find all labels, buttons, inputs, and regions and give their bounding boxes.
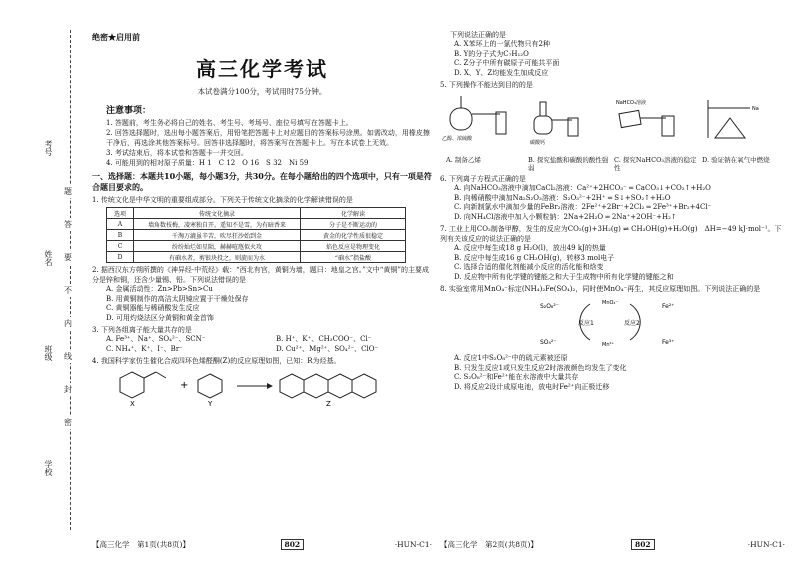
school-label: 学校 (44, 460, 53, 476)
beaker (662, 116, 674, 136)
option-d: D. 反应物中所有化学键的键能之和大于生成物中所有化学键的键能之和 (454, 272, 674, 281)
funnel (540, 102, 546, 116)
exam-subtitle: 本试卷满分100分，考试用时75分钟。 (197, 87, 327, 96)
table-cell: C (107, 241, 134, 252)
table-cell: “硇水”指盐酸 (301, 252, 406, 263)
footer-page-info: 【高三化学 第1页(共8页)】 (92, 540, 190, 549)
table-cell: 纷纷灿烂如星陨，赫赫喧豗似火攻 (134, 241, 301, 252)
caption-c: C. 探究NaHCO₃溶液的稳定性 (614, 156, 697, 172)
species-label: Fe²⁺ (662, 303, 675, 310)
name-label: 姓名 (44, 250, 53, 266)
question-3-stem: 3. 下列各组离子能大量共存的是 (92, 326, 192, 334)
footer-page-info: 【高三化学 第2页(共8页)】 (440, 540, 538, 549)
compound-label: Y (208, 400, 213, 406)
fold-char: 封 (64, 385, 72, 394)
option-a: A. Fe³⁺、Na⁺、SO₄²⁻、SCN⁻ (106, 335, 206, 343)
apparatus-figures (440, 90, 780, 152)
species-label: SO₄²⁻ (540, 339, 557, 346)
exam-title: 高三化学考试 (196, 57, 328, 81)
option-d: D. 向NH₄Cl溶液中加入小颗粒钠：2Na+2H₂O ═ 2Na⁺+2OH⁻+H₂↑ (454, 212, 677, 221)
table-cell: 黄金的化学性质很稳定 (301, 230, 406, 241)
reaction-label: 反应1 (578, 320, 594, 327)
option-b: B. 向稀硝酸中滴加Na₂S₂O₃溶液：S₂O₃²⁻+2H⁺ ═ S↓+SO₂↑+H₂O (454, 193, 671, 202)
page-footer (92, 539, 432, 550)
fold-char: 要 (64, 253, 72, 262)
species-label: Mn²⁺ (602, 342, 615, 348)
apparatus-label: 碳酸钙 (530, 140, 546, 146)
page-1 (92, 28, 432, 548)
question-1-table (106, 207, 406, 263)
option-a: A. 向NaHCO₃溶液中滴加CaCl₂溶液：Ca²⁺+2HCO₃⁻ ═ CaCO₃↓+CO₂↑+H₂O (454, 184, 711, 192)
table-cell: 有硇水者，剪银块投之，则旋而为水 (134, 252, 301, 263)
flask (534, 116, 552, 134)
arrow-head (267, 383, 273, 389)
note-item: 1. 答题前，考生务必将自己的姓名、考生号、考场号、座位号填写在答题卡上。 (106, 119, 353, 127)
conical-flask (715, 118, 745, 138)
question-2-stem: 2. 据西汉东方朔所撰的《神异经·中荒经》载：“西北有宫，黄铜为墙，题曰：地皇之宫。”文中“黄铜”的主要成分是锌和铜，还含少量锡、铅。下列说法错误的是 (92, 266, 429, 284)
notes-heading: 注意事项： (106, 106, 152, 116)
option-c: C. NH₄⁺、K⁺、I⁻、Br⁻ (106, 344, 183, 353)
table-cell: A (107, 219, 134, 230)
test-tube (619, 110, 641, 127)
option-c: C. 黄铜器能与稀硝酸发生反应 (106, 304, 200, 312)
ring (328, 374, 352, 398)
apparatus-label: Na (752, 106, 759, 112)
table-row (107, 219, 406, 230)
option-b: B. 反应中每生成16 g CH₃OH(g)，转移3 mol电子 (454, 253, 615, 262)
option-a: A. 反应中每生成18 g H₂O(l)，放出49 kJ的热量 (454, 244, 606, 252)
fold-char: 不 (64, 286, 72, 295)
table-header: 选项 (107, 208, 134, 219)
apparatus-label: 乙醇、浓硫酸 (442, 136, 473, 142)
table-header: 化学解读 (301, 208, 406, 219)
cycle-diagram (440, 294, 780, 350)
reaction-scheme (92, 366, 392, 406)
option-d: D. 将反应2设计成原电池，放电时Fe²⁺向正极迁移 (454, 382, 610, 391)
apparatus-label: NaHCO₃溶液 (616, 100, 646, 106)
option-d: D. 可用灼烧法区分黄铜和黄金首饰 (106, 313, 214, 322)
bond (144, 372, 156, 378)
confidential-mark: 绝密★启用前 (92, 32, 140, 42)
test-tube (496, 112, 506, 134)
table-cell: 千淘万漉虽辛苦，吹尽狂沙始到金 (134, 230, 301, 241)
caption-d: D. 验证钠在氧气中燃烧 (702, 156, 770, 164)
footer-code: ·HUN-C1· (394, 540, 432, 549)
ring (304, 374, 328, 398)
caption-b: B. 探究盐酸和碳酸的酸性强弱 (528, 156, 609, 172)
table-cell: 墙角数枝梅，凌寒独自开。遥知不是雪，为有暗香来 (134, 219, 301, 230)
paper-code-badge: 802 (281, 539, 305, 550)
section-heading: 一、选择题：本题共10小题，每小题3分，共30分。在每小题给出的四个选项中，只有一项是符合题目要求的。 (92, 171, 432, 192)
test-tube (568, 118, 578, 136)
caption-a: A. 制备乙烯 (446, 156, 481, 164)
option-c: C. S₂O₈²⁻和Fe²⁺能在水溶液中大量共存 (454, 373, 579, 381)
option-c: C. 选择合适的催化剂能减小反应的活化能和焓变 (454, 263, 604, 271)
fold-char: 题 (64, 187, 72, 196)
question-6-stem: 6. 下列离子方程式正确的是 (440, 175, 526, 183)
table-row (107, 241, 406, 252)
table-cell: 焰色反应是物理变化 (301, 241, 406, 252)
question-4-stem: 4. 我国科学家仿生催化合成四环色烯醛酮(Z)的反应原理如图，已知：R为烃基。 (92, 357, 341, 365)
ring (198, 374, 222, 398)
bond (156, 372, 166, 378)
ring (280, 374, 304, 398)
exam-no-label: 考号 (44, 140, 53, 156)
table-cell: D (107, 252, 134, 263)
page-footer (440, 539, 785, 550)
question-8-stem: 8. 实验室常用MnO₄⁻标定(NH₄)₂Fe(SO₄)₂，同时使MnO₄⁻再生，其反应原理如图。下列说法正确的是 (440, 285, 761, 293)
apparatus-captions (440, 156, 785, 172)
fold-char: 密 (64, 418, 72, 427)
option-a: A. 反应1中S₂O₈²⁻中的硫元素被还原 (454, 354, 568, 362)
table-cell: 分子是不断运动的 (301, 219, 406, 230)
page-2 (440, 28, 785, 548)
benzene-ring (120, 372, 144, 398)
binding-margin (0, 0, 92, 561)
flask (450, 108, 472, 130)
question-7-stem: 7. 工业上用CO₂制备甲醇，发生的反应为CO₂(g)+3H₂(g) ⇌ CH₃OH(g)+H₂O(g) ΔH=−49 kJ·mol⁻¹。下列有关该反应的说法正确的是 (440, 225, 782, 243)
table-header: 传统文化摘录 (134, 208, 301, 219)
note-item: 2. 回答选择题时，选出每小题答案后，用铅笔把答题卡上对应题目的答案标号涂黑。如需改动，用橡皮擦干净后，再选涂其他答案标号。回答非选择题时，将答案写在答题卡上。写在本试卷上无效。 (106, 129, 430, 147)
option-d: D. X、Y、Z均能发生加成反应 (454, 68, 549, 77)
table-cell: B (107, 230, 134, 241)
compound-label: X (130, 400, 135, 406)
option-b: B. H⁺、K⁺、CH₃COO⁻、Cl⁻ (276, 335, 372, 343)
option-b: B. 只发生反应1或只发生反应2时溶液颜色均发生了变化 (454, 363, 627, 372)
species-label: Fe³⁺ (662, 339, 675, 346)
question-1-stem: 1. 传统文化是中华文明的重要组成部分。下列关于传统文化摘录的化学解读错误的是 (92, 196, 353, 204)
compound-label: Z (326, 400, 331, 406)
option-c: C. Z分子中所有碳原子可能共平面 (454, 59, 560, 67)
plus-sign: + (180, 380, 189, 391)
option-d: D. Cu²⁺、Mg²⁺、SO₄²⁻、ClO⁻ (276, 344, 379, 353)
fold-char: 内 (64, 319, 72, 328)
fold-char: 答 (64, 220, 72, 229)
option-a: A. X苯环上的一氯代物只有2种 (454, 40, 550, 48)
option-c: C. 向新制氯水中滴加少量的FeBr₂溶液：2Fe²⁺+2Br⁻+2Cl₂ ═ 2Fe³⁺+Br₂+4Cl⁻ (454, 203, 712, 211)
question-5-stem: 5. 下列操作不能达到目的的是 (440, 81, 533, 89)
table-row (107, 252, 406, 263)
footer-code: ·HUN-C1· (747, 540, 785, 549)
class-label: 班级 (44, 345, 53, 361)
option-a: A. 金属活动性：Zn>Pb>Sn>Cu (106, 285, 213, 293)
species-label: S₂O₈²⁻ (540, 303, 559, 310)
seal-line (70, 30, 71, 530)
fold-char: 线 (64, 352, 72, 361)
species-label: MnO₄⁻ (602, 300, 619, 306)
option-b: B. 用黄铜制作的高洁太阴镜应置于干燥处保存 (106, 294, 249, 303)
note-item: 3. 考试结束后，将本试卷和答题卡一并交回。 (106, 149, 248, 157)
paper-code-badge: 802 (631, 539, 655, 550)
question-4-continued: 下列说法正确的是 (450, 31, 506, 39)
reaction-label: 反应2 (624, 320, 640, 327)
table-row (107, 230, 406, 241)
note-item: 4. 可能用到的相对原子质量：H 1 C 12 O 16 S 32 Ni 59 (106, 159, 309, 167)
option-b: B. Y的分子式为C₇H₁₂O (454, 49, 529, 58)
ring (352, 374, 376, 398)
